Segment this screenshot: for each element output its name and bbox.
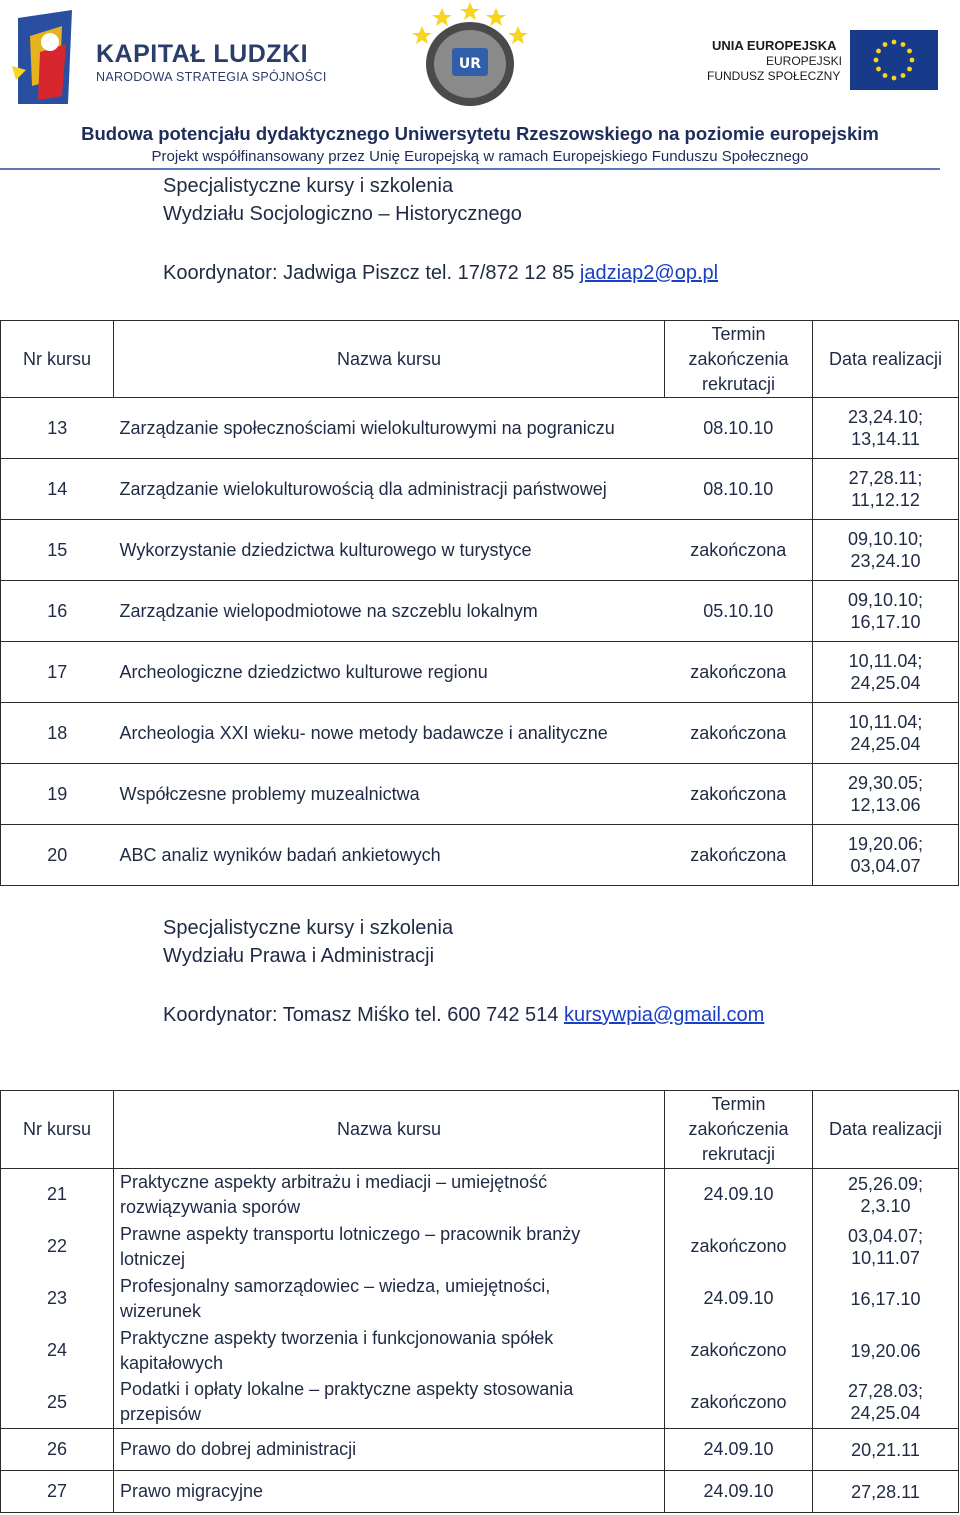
eu-flag-icon — [850, 30, 938, 90]
section2-heading-line2: Wydziału Prawa i Administracji — [163, 945, 435, 967]
ue-label-line3: FUNDUSZ SPOŁECZNY — [707, 69, 841, 83]
course-name — [114, 1377, 665, 1429]
university-logo-stars — [400, 0, 540, 115]
kapital-ludzki-subtitle: NARODOWA STRATEGIA SPÓJNOŚCI — [96, 70, 327, 84]
col-header-nr: Nr kursu — [1, 1091, 114, 1169]
table-row — [1, 1471, 959, 1513]
col-header-name: Nazwa kursu — [114, 321, 665, 398]
course-date-line2: 23,24.10 — [850, 551, 921, 571]
course-name-line1: Podatki i opłaty lokalne – praktyczne aspekty stosowania — [120, 1379, 574, 1400]
header-divider — [0, 168, 940, 170]
course-term: 24.09.10 — [665, 1471, 813, 1513]
course-nr: 18 — [1, 703, 114, 764]
course-date — [813, 1377, 959, 1429]
project-title: Budowa potencjału dydaktycznego Uniwersytetu Rzeszowskiego na poziomie europejskim — [81, 123, 879, 144]
course-date-line2: 12,13.06 — [850, 795, 921, 815]
section1-coordinator-email-link[interactable]: jadziap2@op.pl — [579, 262, 719, 284]
course-nr: 20 — [1, 825, 114, 886]
course-name — [114, 1169, 665, 1221]
course-nr: 27 — [1, 1471, 114, 1513]
course-nr: 16 — [1, 581, 114, 642]
ue-label-line2: EUROPEJSKI — [766, 54, 843, 68]
course-term: 24.09.10 — [665, 1273, 813, 1325]
course-date-line1: 27,28.03; — [847, 1381, 924, 1402]
col-header-date: Data realizacji — [813, 1091, 959, 1169]
course-date-line1: 10,11.04; — [848, 712, 923, 732]
course-name: ABC analiz wyników badań ankietowych — [114, 825, 665, 886]
course-date — [813, 825, 959, 886]
course-date — [813, 1221, 959, 1273]
section2-coordinator — [163, 1004, 764, 1027]
col-header-term: Termin zakończenia rekrutacji — [665, 1091, 813, 1169]
course-date-line1: 03,04.07; — [847, 1225, 924, 1246]
col-header-term: Termin zakończenia rekrutacji — [665, 321, 813, 398]
course-name: Zarządzanie społecznościami wielokulturowymi na pograniczu — [114, 398, 665, 459]
table-row — [1, 825, 959, 886]
section2-courses-table — [0, 1090, 959, 1513]
course-date-line2: 24,25.04 — [850, 673, 921, 693]
table-row — [1, 1325, 959, 1377]
course-nr: 22 — [1, 1221, 114, 1273]
course-term: zakończona — [665, 520, 813, 581]
section2-coordinator-text: Koordynator: Tomasz Miśko tel. 600 742 514 — [163, 1004, 564, 1026]
course-date-line1: 09,10.10; — [847, 529, 924, 549]
course-term: 08.10.10 — [665, 459, 813, 520]
course-date — [813, 1273, 959, 1325]
course-date-line2: 24,25.04 — [850, 1403, 921, 1424]
course-date-line2: 24,25.04 — [850, 734, 921, 754]
table-row — [1, 764, 959, 825]
course-term: zakończona — [665, 825, 813, 886]
section2-heading-line1: Specjalistyczne kursy i szkolenia — [163, 917, 454, 939]
course-name-line1: Prawne aspekty transportu lotniczego – pracownik branży — [120, 1223, 581, 1244]
course-date-line1: 09,10.10; — [847, 590, 924, 610]
course-term: 05.10.10 — [665, 581, 813, 642]
course-date — [813, 459, 959, 520]
course-date-line1: 16,17.10 — [850, 1288, 921, 1309]
course-nr: 21 — [1, 1169, 114, 1221]
table-header-row — [1, 1091, 959, 1169]
section1-coordinator-text: Koordynator: Jadwiga Piszcz tel. 17/872 12 85 — [163, 262, 580, 284]
course-date-line2: 11,12.12 — [851, 490, 920, 510]
course-term: zakończona — [665, 642, 813, 703]
table-row — [1, 642, 959, 703]
course-term: 24.09.10 — [665, 1169, 813, 1221]
course-name: Archeologiczne dziedzictwo kulturowe regionu — [114, 642, 665, 703]
course-date-line1: 29,30.05; — [847, 773, 924, 793]
kapital-ludzki-title: KAPITAŁ LUDZKI — [96, 40, 309, 68]
course-date — [813, 398, 959, 459]
course-name-line1: Praktyczne aspekty tworzenia i funkcjonowania spółek — [120, 1327, 554, 1348]
course-name: Zarządzanie wielokulturowością dla administracji państwowej — [114, 459, 665, 520]
course-name — [114, 1325, 665, 1377]
project-subtitle: Projekt współfinansowany przez Unię Europejską w ramach Europejskiego Funduszu Społecznego — [151, 148, 809, 165]
course-date-line2: 16,17.10 — [850, 612, 921, 632]
course-date-line1: 23,24.10; — [847, 407, 924, 427]
course-date-line1: 19,20.06; — [847, 834, 924, 854]
course-date-line1: 25,26.09; — [847, 1173, 924, 1194]
course-date-line2: 2,3.10 — [860, 1195, 911, 1216]
col-header-nr: Nr kursu — [1, 321, 114, 398]
course-date-line2: 03,04.07 — [850, 856, 921, 876]
course-date-line2: 10,11.07 — [851, 1247, 920, 1268]
course-name-line2: wizerunek — [120, 1300, 202, 1321]
course-term: zakończono — [665, 1325, 813, 1377]
course-nr: 24 — [1, 1325, 114, 1377]
table-row — [1, 1169, 959, 1221]
course-date-line1: 27,28.11; — [848, 468, 923, 488]
course-name: Prawo migracyjne — [114, 1471, 665, 1513]
ue-label-line1: UNIA EUROPEJSKA — [712, 38, 837, 53]
course-date-line1: 10,11.04; — [848, 651, 923, 671]
col-header-date: Data realizacji — [813, 321, 959, 398]
course-name: Archeologia XXI wieku- nowe metody badawcze i analityczne — [114, 703, 665, 764]
course-term: 08.10.10 — [665, 398, 813, 459]
course-nr: 25 — [1, 1377, 114, 1429]
table-row — [1, 1429, 959, 1471]
course-date: 27,28.11 — [813, 1471, 959, 1513]
table-row — [1, 1377, 959, 1429]
course-term: zakończona — [665, 764, 813, 825]
course-name: Zarządzanie wielopodmiotowe na szczeblu lokalnym — [114, 581, 665, 642]
course-name-line2: przepisów — [120, 1404, 202, 1425]
course-term: zakończono — [665, 1221, 813, 1273]
course-date — [813, 581, 959, 642]
course-name-line1: Profesjonalny samorządowiec – wiedza, umiejętności, — [120, 1275, 551, 1296]
table-row — [1, 459, 959, 520]
course-name-line2: lotniczej — [120, 1248, 186, 1269]
course-name-line2: kapitałowych — [120, 1352, 224, 1373]
course-nr: 26 — [1, 1429, 114, 1471]
course-name — [114, 1273, 665, 1325]
table-row — [1, 581, 959, 642]
table-row — [1, 703, 959, 764]
table-row — [1, 398, 959, 459]
section1-coordinator — [163, 262, 718, 285]
course-name — [114, 1221, 665, 1273]
course-date-line1: 19,20.06 — [850, 1340, 921, 1361]
section1-heading-line1: Specjalistyczne kursy i szkolenia — [163, 175, 454, 197]
svg-text:UR: UR — [458, 56, 482, 72]
section2-coordinator-email-link[interactable]: kursywpia@gmail.com — [563, 1004, 765, 1026]
course-name: Prawo do dobrej administracji — [114, 1429, 665, 1471]
course-nr: 17 — [1, 642, 114, 703]
table-row — [1, 520, 959, 581]
course-name-line2: rozwiązywania sporów — [120, 1196, 301, 1217]
course-date-line2: 13,14.11 — [851, 429, 920, 449]
course-nr: 14 — [1, 459, 114, 520]
course-name-line1: Praktyczne aspekty arbitrażu i mediacji – umiejętność — [120, 1171, 548, 1192]
section1-heading-line2: Wydziału Socjologiczno – Historycznego — [163, 203, 522, 225]
course-date: 20,21.11 — [813, 1429, 959, 1471]
course-nr: 13 — [1, 398, 114, 459]
course-nr: 15 — [1, 520, 114, 581]
course-term: zakończono — [665, 1377, 813, 1429]
course-date — [813, 642, 959, 703]
course-date — [813, 1325, 959, 1377]
course-date — [813, 764, 959, 825]
section1-courses-table — [0, 320, 959, 886]
course-name: Współczesne problemy muzealnictwa — [114, 764, 665, 825]
course-date — [813, 520, 959, 581]
table-row — [1, 1221, 959, 1273]
course-nr: 19 — [1, 764, 114, 825]
col-header-name: Nazwa kursu — [114, 1091, 665, 1169]
course-date — [813, 703, 959, 764]
course-nr: 23 — [1, 1273, 114, 1325]
course-name: Wykorzystanie dziedzictwa kulturowego w turystyce — [114, 520, 665, 581]
table-header-row — [1, 321, 959, 398]
course-date — [813, 1169, 959, 1221]
course-term: zakończona — [665, 703, 813, 764]
table-row — [1, 1273, 959, 1325]
course-term: 24.09.10 — [665, 1429, 813, 1471]
